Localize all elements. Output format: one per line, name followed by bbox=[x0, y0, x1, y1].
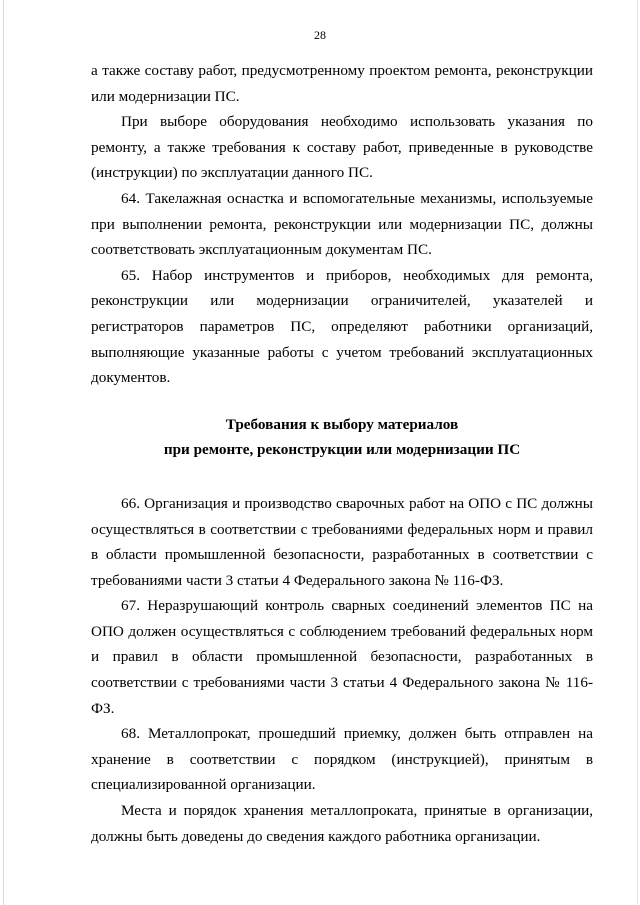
paragraph-equipment-choice: При выборе оборудования необходимо использовать указания по ремонту, а также требования к составу работ, приведенные в руководстве (инструкции) по эксплуатации данного ПС. bbox=[91, 113, 593, 182]
page-number: 28 bbox=[314, 28, 326, 42]
section-heading-line-2: при ремонте, реконструкции или модернизации ПС bbox=[163, 441, 521, 459]
paragraph-67: 67. Неразрушающий контроль сварных соединений элементов ПС на ОПО должен осуществляться с соблюдением требований федеральных норм и правил в области промышленной безопасности, разработанных в соответствии с требованиями части 3 статьи 4 Федерального закона № 116-ФЗ. bbox=[91, 597, 593, 717]
section-heading-line-1: Требования к выбору материалов bbox=[225, 415, 459, 433]
document-body bbox=[91, 58, 593, 849]
paragraph-storage: Места и порядок хранения металлопроката, принятые в организации, должны быть доведены до сведения каждого работника организации. bbox=[91, 802, 593, 845]
paragraph-65: 65. Набор инструментов и приборов, необходимых для ремонта, реконструкции или модернизации ограничителей, указателей и регистраторов параметров ПС, определяют работники организаций, выполняющие указанные работы с учетом требований эксплуатационных документов. bbox=[91, 266, 593, 387]
paragraph-64: 64. Такелажная оснастка и вспомогательные механизмы, используемые при выполнении ремонта, реконструкции или модернизации ПС, должны соответствовать эксплуатационным документам ПС. bbox=[91, 189, 593, 259]
paragraph-continuation: а также составу работ, предусмотренному проектом ремонта, реконструкции или модернизации ПС. bbox=[91, 62, 593, 105]
paragraph-68: 68. Металлопрокат, прошедший приемку, должен быть отправлен на хранение в соответствии с порядком (инструкцией), принятым в специализированной организации. bbox=[91, 725, 593, 794]
scan-edge-left bbox=[3, 0, 4, 905]
scan-edge-right bbox=[637, 0, 638, 905]
section-heading bbox=[91, 412, 593, 463]
paragraph-66: 66. Организация и производство сварочных работ на ОПО с ПС должны осуществляться в соответствии с требованиями федеральных норм и правил в области промышленной безопасности, разработанных в соответствии с требованиями части 3 статьи 4 Федерального закона № 116-ФЗ. bbox=[91, 494, 593, 589]
